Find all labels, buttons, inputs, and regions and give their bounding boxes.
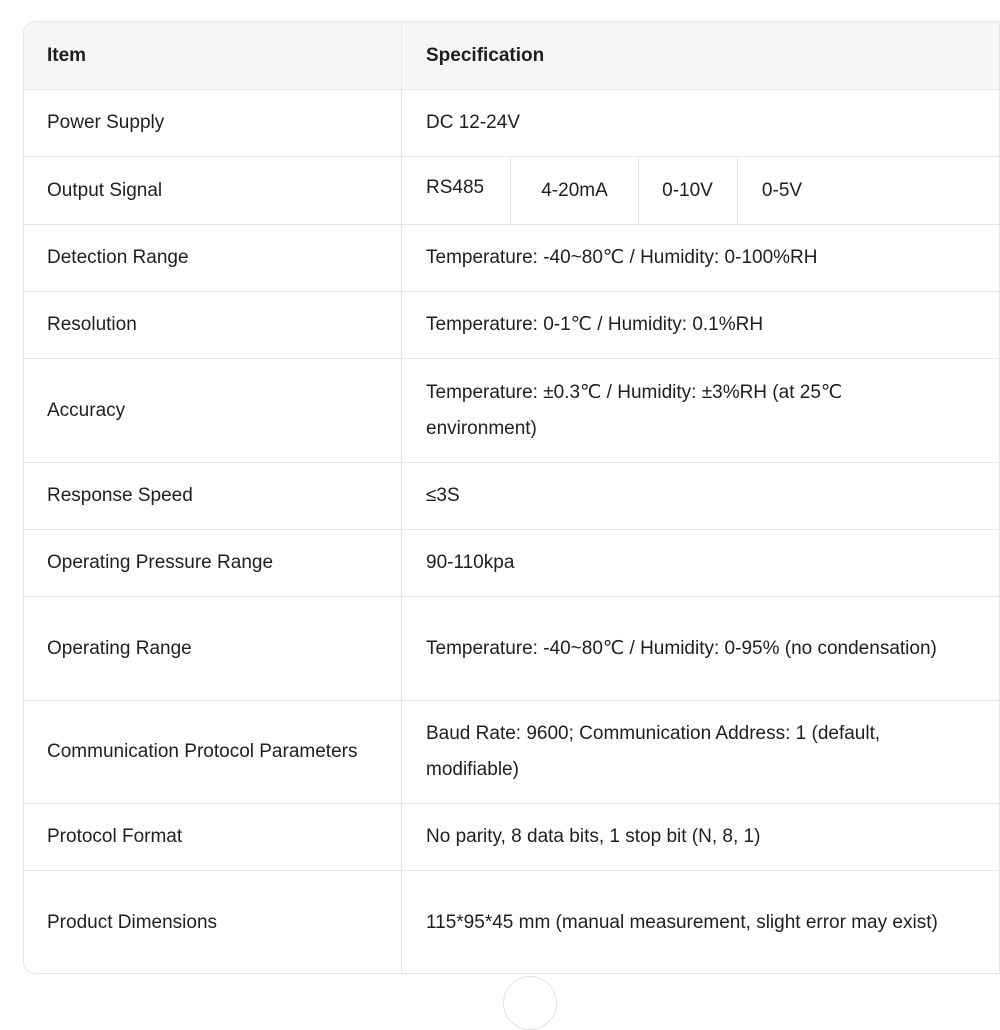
table-row — [24, 463, 1000, 530]
item-cell: Output Signal — [24, 157, 402, 224]
signal-0-10v: 0-10V — [638, 157, 738, 224]
header-item: Item — [24, 22, 402, 89]
table-row — [24, 871, 1000, 974]
spec-cell: 90-110kpa — [402, 530, 1000, 596]
spec-cell: Temperature: -40~80℃ / Humidity: 0-95% (no condensation) — [402, 597, 1000, 700]
spec-cell: Temperature: -40~80℃ / Humidity: 0-100%RH — [402, 225, 1000, 291]
spec-cell: Temperature: 0-1℃ / Humidity: 0.1%RH — [402, 292, 1000, 358]
scroll-button[interactable] — [503, 976, 557, 1030]
signal-rs485: RS485 — [402, 157, 511, 224]
table-row — [24, 804, 1000, 871]
item-cell: Response Speed — [24, 463, 402, 529]
table-row — [24, 530, 1000, 597]
table-row — [24, 157, 1000, 225]
spec-cell: Temperature: ±0.3℃ / Humidity: ±3%RH (at 25℃ environment) — [402, 359, 1000, 462]
table-row — [24, 597, 1000, 701]
item-cell: Protocol Format — [24, 804, 402, 870]
item-cell: Accuracy — [24, 359, 402, 462]
signal-4-20ma: 4-20mA — [511, 157, 639, 224]
item-cell: Communication Protocol Parameters — [24, 701, 402, 803]
item-cell: Resolution — [24, 292, 402, 358]
item-cell: Power Supply — [24, 90, 402, 156]
table-row — [24, 359, 1000, 463]
table-row — [24, 90, 1000, 157]
table-row — [24, 701, 1000, 804]
table-row — [24, 225, 1000, 292]
spec-cell: Baud Rate: 9600; Communication Address: 1 (default, modifiable) — [402, 701, 1000, 803]
spec-table — [23, 21, 1000, 974]
spec-cell: ≤3S — [402, 463, 1000, 529]
item-cell: Operating Range — [24, 597, 402, 700]
spec-cell: No parity, 8 data bits, 1 stop bit (N, 8, 1) — [402, 804, 1000, 870]
signal-0-5v: 0-5V — [761, 179, 803, 201]
output-signal-cell — [402, 157, 1000, 224]
item-cell: Operating Pressure Range — [24, 530, 402, 596]
table-header-row — [24, 22, 1000, 90]
header-specification: Specification — [402, 22, 1000, 89]
item-cell: Product Dimensions — [24, 871, 402, 974]
item-cell: Detection Range — [24, 225, 402, 291]
spec-cell: DC 12-24V — [402, 90, 1000, 156]
spec-cell: 115*95*45 mm (manual measurement, slight error may exist) — [402, 871, 1000, 974]
table-row — [24, 292, 1000, 359]
